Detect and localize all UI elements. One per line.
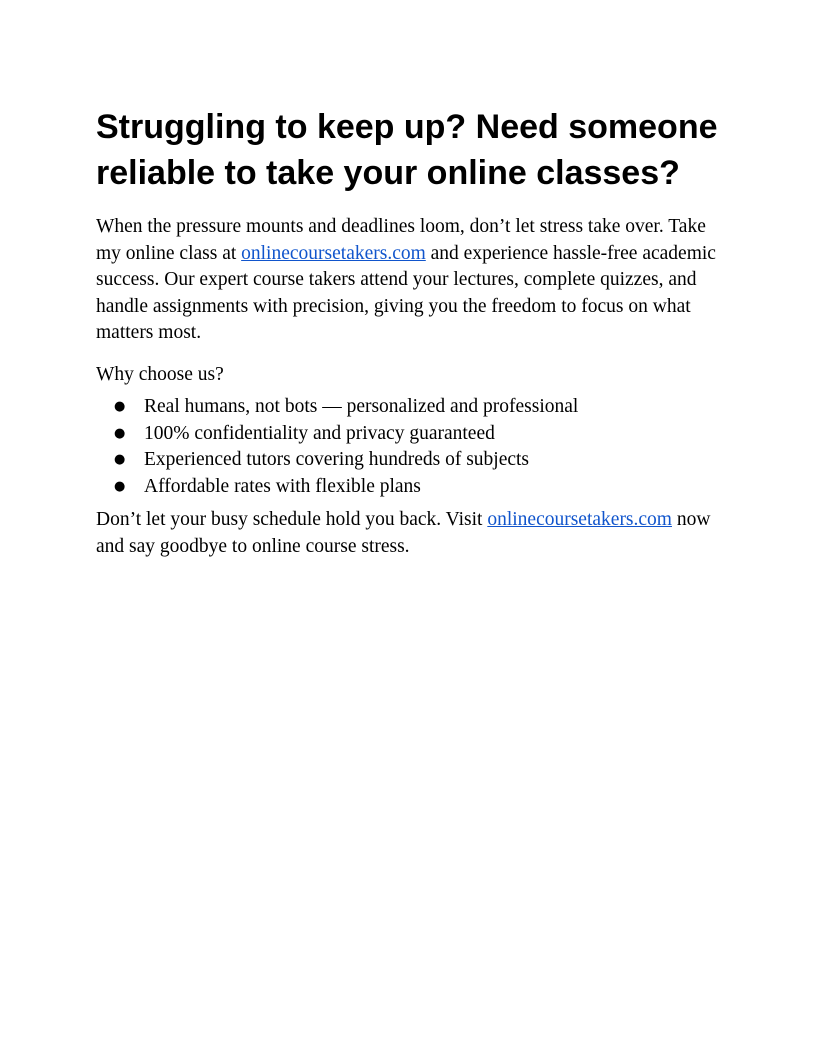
list-item: [114, 394, 720, 421]
list-item: [114, 474, 720, 501]
bullet-icon: ●: [114, 452, 126, 467]
document-page: [96, 96, 720, 560]
list-item-text: Affordable rates with flexible plans: [144, 475, 421, 497]
bullet-icon: ●: [114, 478, 126, 494]
bullet-icon: ●: [114, 399, 126, 414]
intro-website-link[interactable]: onlinecoursetakers.com: [241, 242, 426, 264]
intro-paragraph: [96, 214, 720, 347]
intro-text-before-link: When the pressure mounts and deadlines loom, don’t let stress take over. Take my online class at: [96, 216, 706, 264]
bullet-icon: ●: [114, 425, 126, 441]
benefits-list: [96, 394, 720, 500]
list-item: [114, 447, 720, 474]
intro-text-after-link: and experience hassle-free academic success. Our expert course takers attend your lectures, complete quizzes, and handle assignments with precision, giving you the freedom to focus on what matters most.: [96, 242, 716, 343]
list-item: [114, 421, 720, 448]
closing-text-before-link: Don’t let your busy schedule hold you back. Visit: [96, 509, 488, 530]
list-item-text: 100% confidentiality and privacy guaranteed: [144, 422, 495, 444]
list-item-text: Experienced tutors covering hundreds of subjects: [144, 449, 530, 470]
page-title: Struggling to keep up? Need someone reliable to take your online classes?: [96, 108, 718, 192]
closing-website-link[interactable]: onlinecoursetakers.com: [487, 509, 672, 530]
list-item-text: Real humans, not bots — personalized and professional: [144, 396, 579, 417]
closing-paragraph: [96, 507, 720, 560]
why-choose-heading: Why choose us?: [96, 363, 224, 385]
closing-text-after-link: now and say goodbye to online course stress.: [96, 509, 711, 557]
